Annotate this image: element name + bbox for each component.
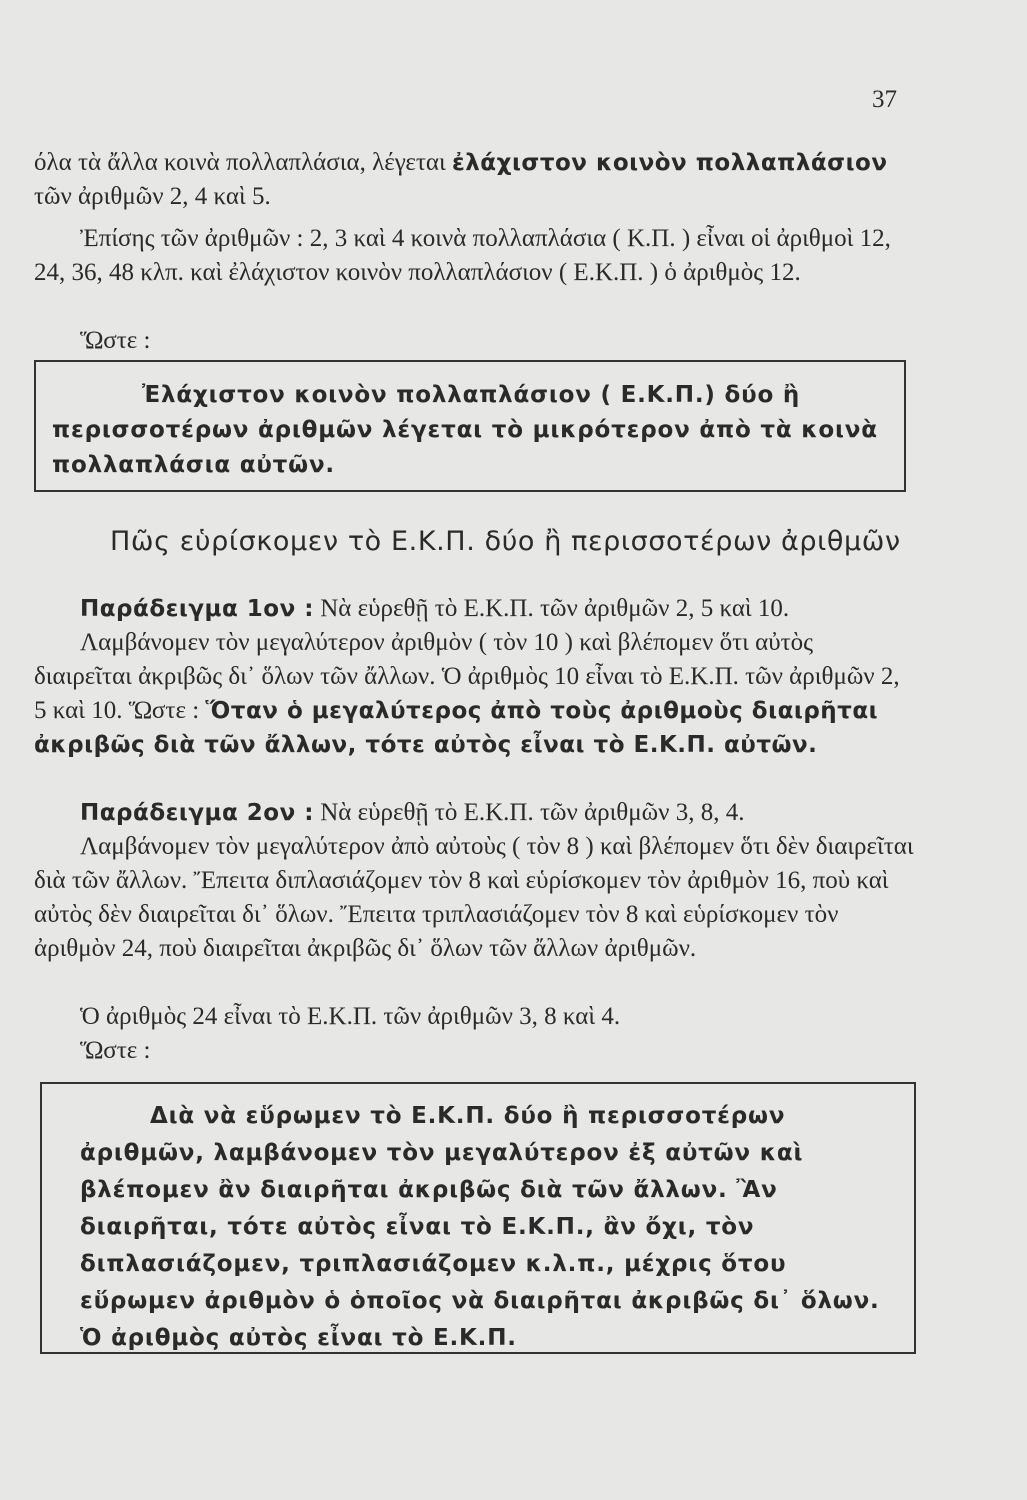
definition-box [34, 360, 906, 492]
intro-paragraph [34, 146, 914, 214]
page-number: 37 [872, 86, 897, 113]
example1-body [34, 626, 914, 762]
example2-paragraph [34, 796, 914, 830]
example2-label: Παράδειγμα 2ον : [80, 800, 314, 826]
rule-text: Διὰ νὰ εὕρωμεν τὸ Ε.Κ.Π. δύο ἢ περισσοτέρων ἀριθμῶν, λαμβάνομεν τὸν μεγαλύτερον ἐξ αὐτῶν καὶ βλέπομεν ἂν διαιρῆται ἀκριβῶς διὰ τῶν ἄλλων. Ἂν διαιρῆται, τότε αὐτὸς εἶναι τὸ Ε.Κ.Π., ἂν ὄχι, τὸν διπλασιάζομεν, τριπλασιάζομεν κ.λ.π., μέχρις ὅτου εὕρωμεν ἀριθμὸν ὁ ὁποῖος νὰ διαιρῆται ἀκριβῶς δι᾿ ὅλων. Ὁ ἀριθμὸς αὐτὸς εἶναι τὸ Ε.Κ.Π. [80, 1103, 880, 1351]
rule-box [40, 1082, 916, 1354]
definition-text: Ἐλάχιστον κοινὸν πολλαπλάσιον ( Ε.Κ.Π.) δύο ἢ περισσοτέρων ἀριθμῶν λέγεται τὸ μικρότερον ἀπὸ τὰ κοινὰ πολλαπλάσια αὐτῶν. [52, 382, 878, 478]
intro-paragraph-2: Ἐπίσης τῶν ἀριθμῶν : 2, 3 καὶ 4 κοινὰ πολλαπλάσια ( Κ.Π. ) εἶναι οἱ ἀριθμοὶ 12, 24, 36, 48 κλπ. καὶ ἐλάχιστον κοινὸν πολλαπλάσιον ( Ε.Κ.Π. ) ὁ ἀριθμὸς 12. [34, 225, 891, 286]
example1-paragraph [34, 592, 914, 626]
intro-text-rest: τῶν ἀριθμῶν 2, 4 καὶ 5. [34, 183, 271, 210]
example1-body-text: Λαμβάνομεν τὸν μεγαλύτερον ἀριθμὸν ( τὸν 10 ) καὶ βλέπομεν ὅτι αὐτὸς διαιρεῖται ἀκριβῶς δι᾿ ὅλων τῶν ἄλλων. Ὁ ἀριθμὸς 10 εἶναι τὸ Ε.Κ.Π. τῶν ἀριθμῶν 2, 5 καὶ 10. Ὥστε : [34, 629, 900, 724]
example1-task: Νὰ εὑρεθῇ τὸ Ε.Κ.Π. τῶν ἀριθμῶν 2, 5 καὶ 10. [313, 595, 790, 622]
example2-hoste: Ὥστε : [80, 1037, 151, 1064]
intro-text: όλα τὰ ἄλλα κοινὰ πολλαπλάσια, λέγεται [34, 149, 452, 176]
section-heading: Πῶς εὑρίσκομεν τὸ Ε.Κ.Π. δύο ἢ περισσοτέρων ἀριθμῶν [110, 526, 901, 557]
example1-label: Παράδειγμα 1ον : [80, 596, 314, 622]
example2-task: Νὰ εὑρεθῇ τὸ Ε.Κ.Π. τῶν ἀριθμῶν 3, 8, 4. [313, 799, 745, 826]
example2-body: Λαμβάνομεν τὸν μεγαλύτερον ἀπὸ αὐτοὺς ( τὸν 8 ) καὶ βλέπομεν ὅτι δὲν διαιρεῖται διὰ τῶν ἄλλων. Ἔπειτα διπλασιάζομεν τὸν 8 καὶ εὑρίσκομεν τὸν ἀριθμὸν 16, ποὺ καὶ αὐτὸς δὲν διαιρεῖται δι᾿ ὅλων. Ἔπειτα τριπλασιάζομεν τὸν 8 καὶ εὑρίσκομεν τὸν ἀριθμὸν 24, ποὺ διαιρεῖται ἀκριβῶς δι᾿ ὅλων τῶν ἄλλων ἀριθμῶν. [34, 833, 914, 962]
example2-result: Ὁ ἀριθμὸς 24 εἶναι τὸ Ε.Κ.Π. τῶν ἀριθμῶν 3, 8 καὶ 4. [80, 1003, 621, 1030]
intro-term-bold: ἐλάχιστον κοινὸν πολλαπλάσιον [451, 150, 888, 176]
example1-conclusion: Ὅταν ὁ μεγαλύτερος ἀπὸ τοὺς ἀριθμοὺς διαιρῆται ἀκριβῶς διὰ τῶν ἄλλων, τότε αὐτὸς εἶναι τὸ Ε.Κ.Π. αὐτῶν. [34, 698, 879, 758]
intro-hoste: Ὥστε : [80, 327, 151, 354]
